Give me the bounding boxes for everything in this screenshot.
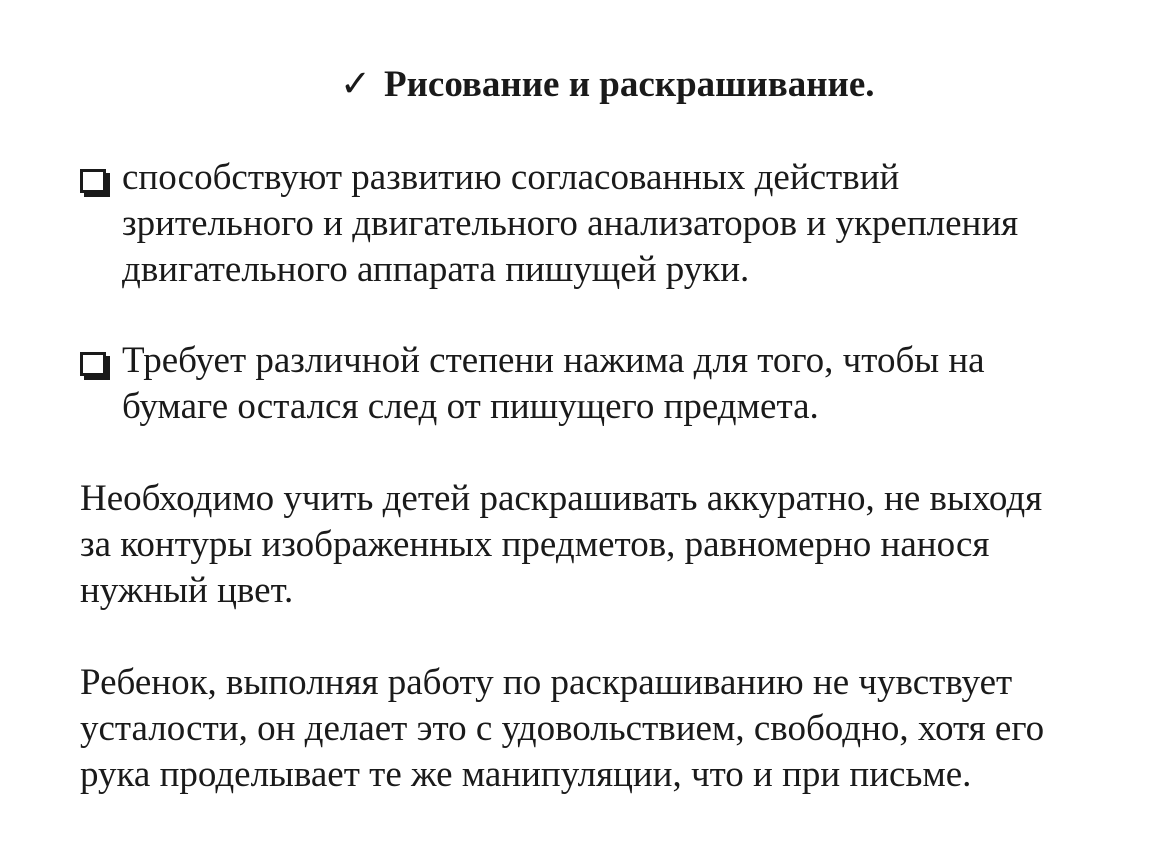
slide-title: [340, 62, 875, 108]
checkbox-square-icon: [80, 352, 106, 376]
paragraph-line: усталости, он делает это с удовольствием, свободно, хотя его: [80, 708, 1045, 749]
checkbox-square-icon: [80, 169, 106, 193]
checkmark-icon: ✓: [340, 64, 372, 105]
paragraph-line: Необходимо учить детей раскрашивать аккуратно, не выходя: [80, 478, 1043, 519]
paragraph-line: нужный цвет.: [80, 570, 294, 611]
bullet-text: [122, 155, 1062, 293]
bullet-item: [80, 155, 1062, 293]
paragraph: [80, 476, 1080, 614]
paragraph-line: Ребенок, выполняя работу по раскрашиванию не чувствует: [80, 662, 1013, 703]
paragraph-line: за контуры изображенных предметов, равномерно нанося: [80, 524, 990, 565]
bullet-line: Требует различной степени нажима для того, чтобы на: [122, 340, 985, 381]
bullet-line: способствуют развитию согласованных действий: [122, 157, 900, 198]
bullet-line: бумаге остался след от пишущего предмета.: [122, 386, 819, 427]
paragraph-line: рука проделывает те же манипуляции, что и при письме.: [80, 754, 972, 795]
paragraph: [80, 660, 1080, 798]
slide-title-text: Рисование и раскрашивание.: [384, 64, 875, 105]
bullet-item: [80, 338, 1062, 430]
bullet-line: двигательного аппарата пишущей руки.: [122, 249, 750, 290]
bullet-line: зрительного и двигательного анализаторов и укрепления: [122, 203, 1019, 244]
bullet-text: [122, 338, 1062, 430]
